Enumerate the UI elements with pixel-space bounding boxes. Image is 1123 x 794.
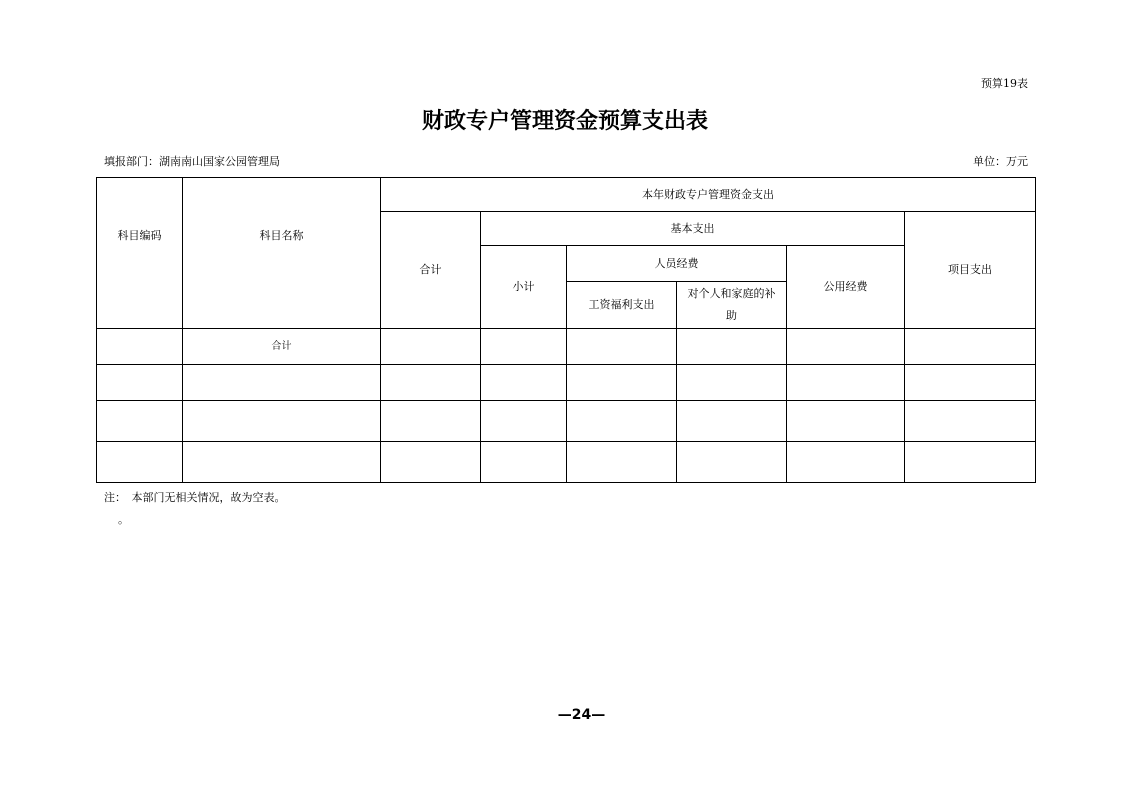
table-cell — [183, 401, 381, 442]
table-cell — [183, 365, 381, 401]
header-basic-group: 基本支出 — [481, 212, 905, 246]
table-cell — [567, 365, 677, 401]
header-wages: 工资福利支出 — [567, 282, 677, 329]
table-cell — [97, 401, 183, 442]
table-note: 注： 本部门无相关情况，故为空表。 — [104, 491, 286, 504]
header-total: 合计 — [381, 212, 481, 329]
page-title: 财政专户管理资金预算支出表 — [421, 108, 708, 134]
table-cell — [481, 365, 567, 401]
table-cell — [183, 442, 381, 483]
reporting-department: 填报部门：湖南南山国家公园管理局 — [104, 155, 280, 168]
expenditure-table — [96, 177, 1036, 483]
table-cell — [567, 329, 677, 365]
table-row — [97, 329, 1036, 365]
table-cell — [97, 329, 183, 365]
table-cell — [381, 365, 481, 401]
table-cell — [677, 365, 787, 401]
table-cell — [905, 442, 1036, 483]
table-cell: 合计 — [183, 329, 381, 365]
table-cell — [97, 365, 183, 401]
table-cell — [481, 329, 567, 365]
table-cell — [567, 442, 677, 483]
header-personnel-group: 人员经费 — [567, 246, 787, 282]
table-number: 预算19表 — [981, 77, 1028, 90]
header-subsidy: 对个人和家庭的补助 — [677, 282, 787, 329]
table-cell — [481, 401, 567, 442]
table-cell — [905, 329, 1036, 365]
table-cell — [567, 401, 677, 442]
header-subtotal: 小计 — [481, 246, 567, 329]
table-row — [97, 401, 1036, 442]
table-cell — [905, 401, 1036, 442]
table-cell — [787, 401, 905, 442]
table-cell — [787, 329, 905, 365]
header-subject-code: 科目编码 — [97, 178, 183, 329]
page-number: —24— — [557, 707, 606, 723]
header-public: 公用经费 — [787, 246, 905, 329]
table-cell — [677, 329, 787, 365]
table-cell — [787, 442, 905, 483]
header-current-year-group: 本年财政专户管理资金支出 — [381, 178, 1036, 212]
unit-label: 单位：万元 — [973, 155, 1028, 168]
table-cell — [97, 442, 183, 483]
table-row — [97, 442, 1036, 483]
table-cell — [381, 329, 481, 365]
table-cell — [677, 442, 787, 483]
table-cell — [787, 365, 905, 401]
header-subject-name: 科目名称 — [183, 178, 381, 329]
header-project: 项目支出 — [905, 212, 1036, 329]
table-cell — [905, 365, 1036, 401]
table-cell — [381, 401, 481, 442]
table-row — [97, 365, 1036, 401]
note-mark: 。 — [118, 513, 129, 526]
table-cell — [677, 401, 787, 442]
table-cell — [481, 442, 567, 483]
table-cell — [381, 442, 481, 483]
